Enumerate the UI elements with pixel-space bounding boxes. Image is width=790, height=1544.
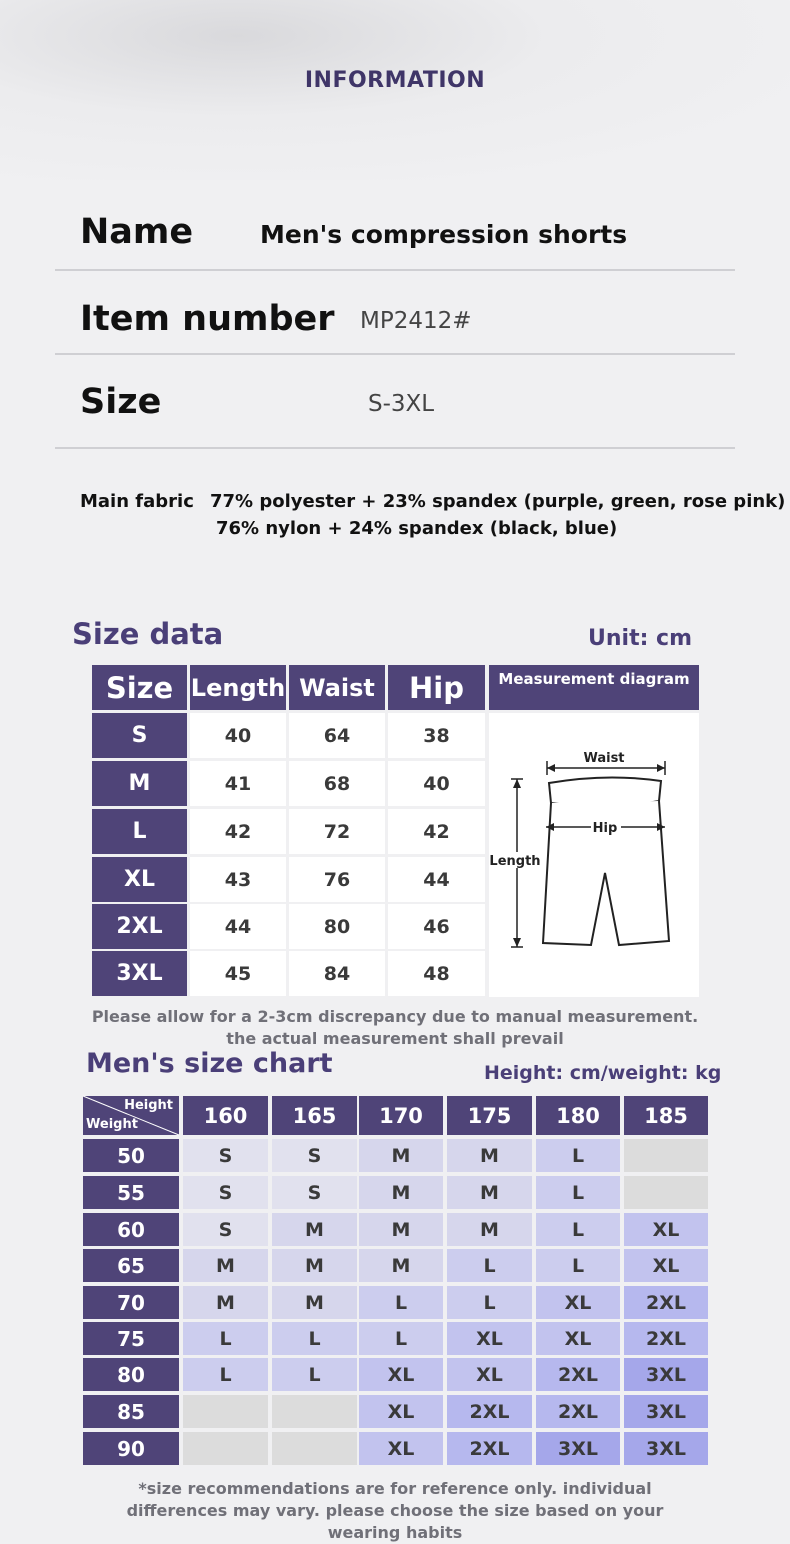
size-chart-empty-cell	[624, 1176, 708, 1209]
size-table-cell: 42	[190, 809, 286, 854]
size-chart-title: Men's size chart	[86, 1048, 333, 1079]
size-chart-weight-label: 90	[83, 1432, 179, 1465]
size-chart-empty-cell	[183, 1395, 268, 1428]
size-table-cell: 44	[388, 857, 485, 902]
length-label: Length	[489, 854, 541, 869]
size-chart-cell: M	[359, 1176, 443, 1209]
item-number-value: MP2412#	[360, 308, 472, 334]
size-chart-cell: L	[183, 1358, 268, 1391]
size-chart-cell: L	[536, 1139, 620, 1172]
corner-weight-label: Weight	[86, 1117, 138, 1132]
size-chart-weight-label: 85	[83, 1395, 179, 1428]
size-table-cell: 42	[388, 809, 485, 854]
size-chart-cell: XL	[624, 1249, 708, 1282]
hip-label: Hip	[592, 821, 618, 836]
size-chart-cell: XL	[624, 1213, 708, 1246]
measurement-diagram-header	[489, 665, 699, 710]
size-chart-cell: S	[272, 1176, 357, 1209]
size-chart-cell: L	[183, 1322, 268, 1355]
size-chart-height-header: 170	[359, 1096, 443, 1135]
size-chart-cell: L	[447, 1286, 532, 1319]
size-table-cell: 80	[289, 904, 385, 949]
size-chart-cell: 2XL	[536, 1358, 620, 1391]
size-chart-cell: 2XL	[624, 1322, 708, 1355]
size-chart-cell: L	[447, 1249, 532, 1282]
size-chart-cell: XL	[536, 1286, 620, 1319]
shorts-diagram-icon	[489, 713, 699, 997]
fabric-composition-1: 77% polyester + 23% spandex (purple, green, rose pink)	[210, 491, 786, 512]
corner-height-label: Height	[124, 1098, 173, 1113]
divider	[55, 353, 735, 355]
size-chart-cell: M	[272, 1213, 357, 1246]
name-value: Men's compression shorts	[260, 220, 628, 249]
size-chart-cell: M	[272, 1249, 357, 1282]
size-chart-cell: XL	[536, 1322, 620, 1355]
measurement-diagram	[489, 713, 699, 997]
size-chart-weight-label: 75	[83, 1322, 179, 1355]
size-table-cell: 40	[190, 713, 286, 758]
size-chart-weight-label: 50	[83, 1139, 179, 1172]
size-chart-cell: M	[447, 1213, 532, 1246]
size-value: S-3XL	[368, 391, 435, 417]
size-chart-cell: M	[359, 1213, 443, 1246]
measurement-note: Please allow for a 2-3cm discrepancy due to manual measurement. the actual measurement shall prevail	[91, 1007, 699, 1048]
size-table-row-label: S	[92, 713, 187, 758]
size-chart-cell: S	[272, 1139, 357, 1172]
size-chart-cell: XL	[447, 1358, 532, 1391]
size-table-row-label: M	[92, 761, 187, 806]
size-table-cell: 38	[388, 713, 485, 758]
size-chart-corner-header	[83, 1096, 179, 1135]
size-chart-cell: 2XL	[447, 1432, 532, 1465]
size-chart-cell: S	[183, 1139, 268, 1172]
size-chart-empty-cell	[272, 1432, 357, 1465]
size-chart-cell: L	[359, 1286, 443, 1319]
size-chart-height-header: 165	[272, 1096, 357, 1135]
size-table-header: Hip	[388, 665, 485, 710]
size-chart-cell: S	[183, 1176, 268, 1209]
size-chart-cell: M	[359, 1249, 443, 1282]
size-table-cell: 64	[289, 713, 385, 758]
size-chart-footnote: *size recommendations are for reference only. individual differences may vary. please choose the size based on your wearing habits	[126, 1479, 664, 1542]
size-chart-cell: M	[359, 1139, 443, 1172]
info-row-name	[55, 210, 735, 260]
size-chart-weight-label: 80	[83, 1358, 179, 1391]
size-table-row-label: L	[92, 809, 187, 854]
size-table-header: Length	[190, 665, 286, 710]
size-chart-weight-label: 60	[83, 1213, 179, 1246]
size-chart-cell: M	[447, 1176, 532, 1209]
size-chart-height-header: 180	[536, 1096, 620, 1135]
size-chart-cell: M	[272, 1286, 357, 1319]
fabric-composition-2: 76% nylon + 24% spandex (black, blue)	[216, 518, 618, 539]
size-table-cell: 44	[190, 904, 286, 949]
item-number-label: Item number	[80, 299, 335, 339]
size-table-row-label: 2XL	[92, 904, 187, 949]
size-chart-empty-cell	[624, 1139, 708, 1172]
size-label: Size	[80, 382, 162, 422]
size-chart-cell: XL	[359, 1395, 443, 1428]
size-chart-cell: M	[183, 1249, 268, 1282]
divider	[55, 447, 735, 449]
size-table-cell: 43	[190, 857, 286, 902]
size-chart-cell: 2XL	[536, 1395, 620, 1428]
size-table-row-label: 3XL	[92, 951, 187, 996]
fabric-label: Main fabric	[80, 491, 194, 512]
size-chart-cell: S	[183, 1213, 268, 1246]
size-chart-cell: M	[447, 1139, 532, 1172]
size-table-cell: 68	[289, 761, 385, 806]
size-chart-unit: Height: cm/weight: kg	[484, 1062, 722, 1084]
size-chart-weight-label: 65	[83, 1249, 179, 1282]
size-chart-empty-cell	[183, 1432, 268, 1465]
size-chart-cell: L	[272, 1358, 357, 1391]
info-row-size	[55, 380, 735, 430]
waist-label: Waist	[583, 751, 625, 766]
size-chart-cell: 3XL	[624, 1395, 708, 1428]
size-chart-cell: 3XL	[536, 1432, 620, 1465]
size-chart-height-header: 160	[183, 1096, 268, 1135]
divider	[55, 269, 735, 271]
size-chart-cell: L	[359, 1322, 443, 1355]
size-table-cell: 46	[388, 904, 485, 949]
size-chart-cell: 2XL	[447, 1395, 532, 1428]
size-chart-height-header: 175	[447, 1096, 532, 1135]
size-table-cell: 45	[190, 951, 286, 996]
size-chart-weight-label: 55	[83, 1176, 179, 1209]
size-table-cell: 40	[388, 761, 485, 806]
measurement-diagram-label: Measurement diagram	[498, 670, 690, 688]
size-chart-cell: L	[536, 1249, 620, 1282]
size-chart-cell: L	[536, 1213, 620, 1246]
size-chart-cell: L	[536, 1176, 620, 1209]
size-chart-cell: 3XL	[624, 1358, 708, 1391]
size-chart-cell: 3XL	[624, 1432, 708, 1465]
size-chart-cell: 2XL	[624, 1286, 708, 1319]
page-title: INFORMATION	[304, 68, 486, 93]
size-chart-cell: XL	[359, 1432, 443, 1465]
size-chart-cell: M	[183, 1286, 268, 1319]
size-table-header: Waist	[289, 665, 385, 710]
size-data-title: Size data	[72, 617, 224, 651]
size-table-header: Size	[92, 665, 187, 710]
size-chart-empty-cell	[272, 1395, 357, 1428]
size-table-row-label: XL	[92, 857, 187, 902]
size-chart-weight-label: 70	[83, 1286, 179, 1319]
size-chart-cell: XL	[359, 1358, 443, 1391]
size-table-cell: 72	[289, 809, 385, 854]
size-table-cell: 76	[289, 857, 385, 902]
size-table-cell: 41	[190, 761, 286, 806]
info-row-item-number	[55, 297, 735, 347]
name-label: Name	[80, 212, 194, 252]
size-data-unit: Unit: cm	[588, 626, 693, 651]
size-chart-cell: L	[272, 1322, 357, 1355]
size-chart-height-header: 185	[624, 1096, 708, 1135]
size-table-cell: 84	[289, 951, 385, 996]
size-table-cell: 48	[388, 951, 485, 996]
size-chart-cell: XL	[447, 1322, 532, 1355]
